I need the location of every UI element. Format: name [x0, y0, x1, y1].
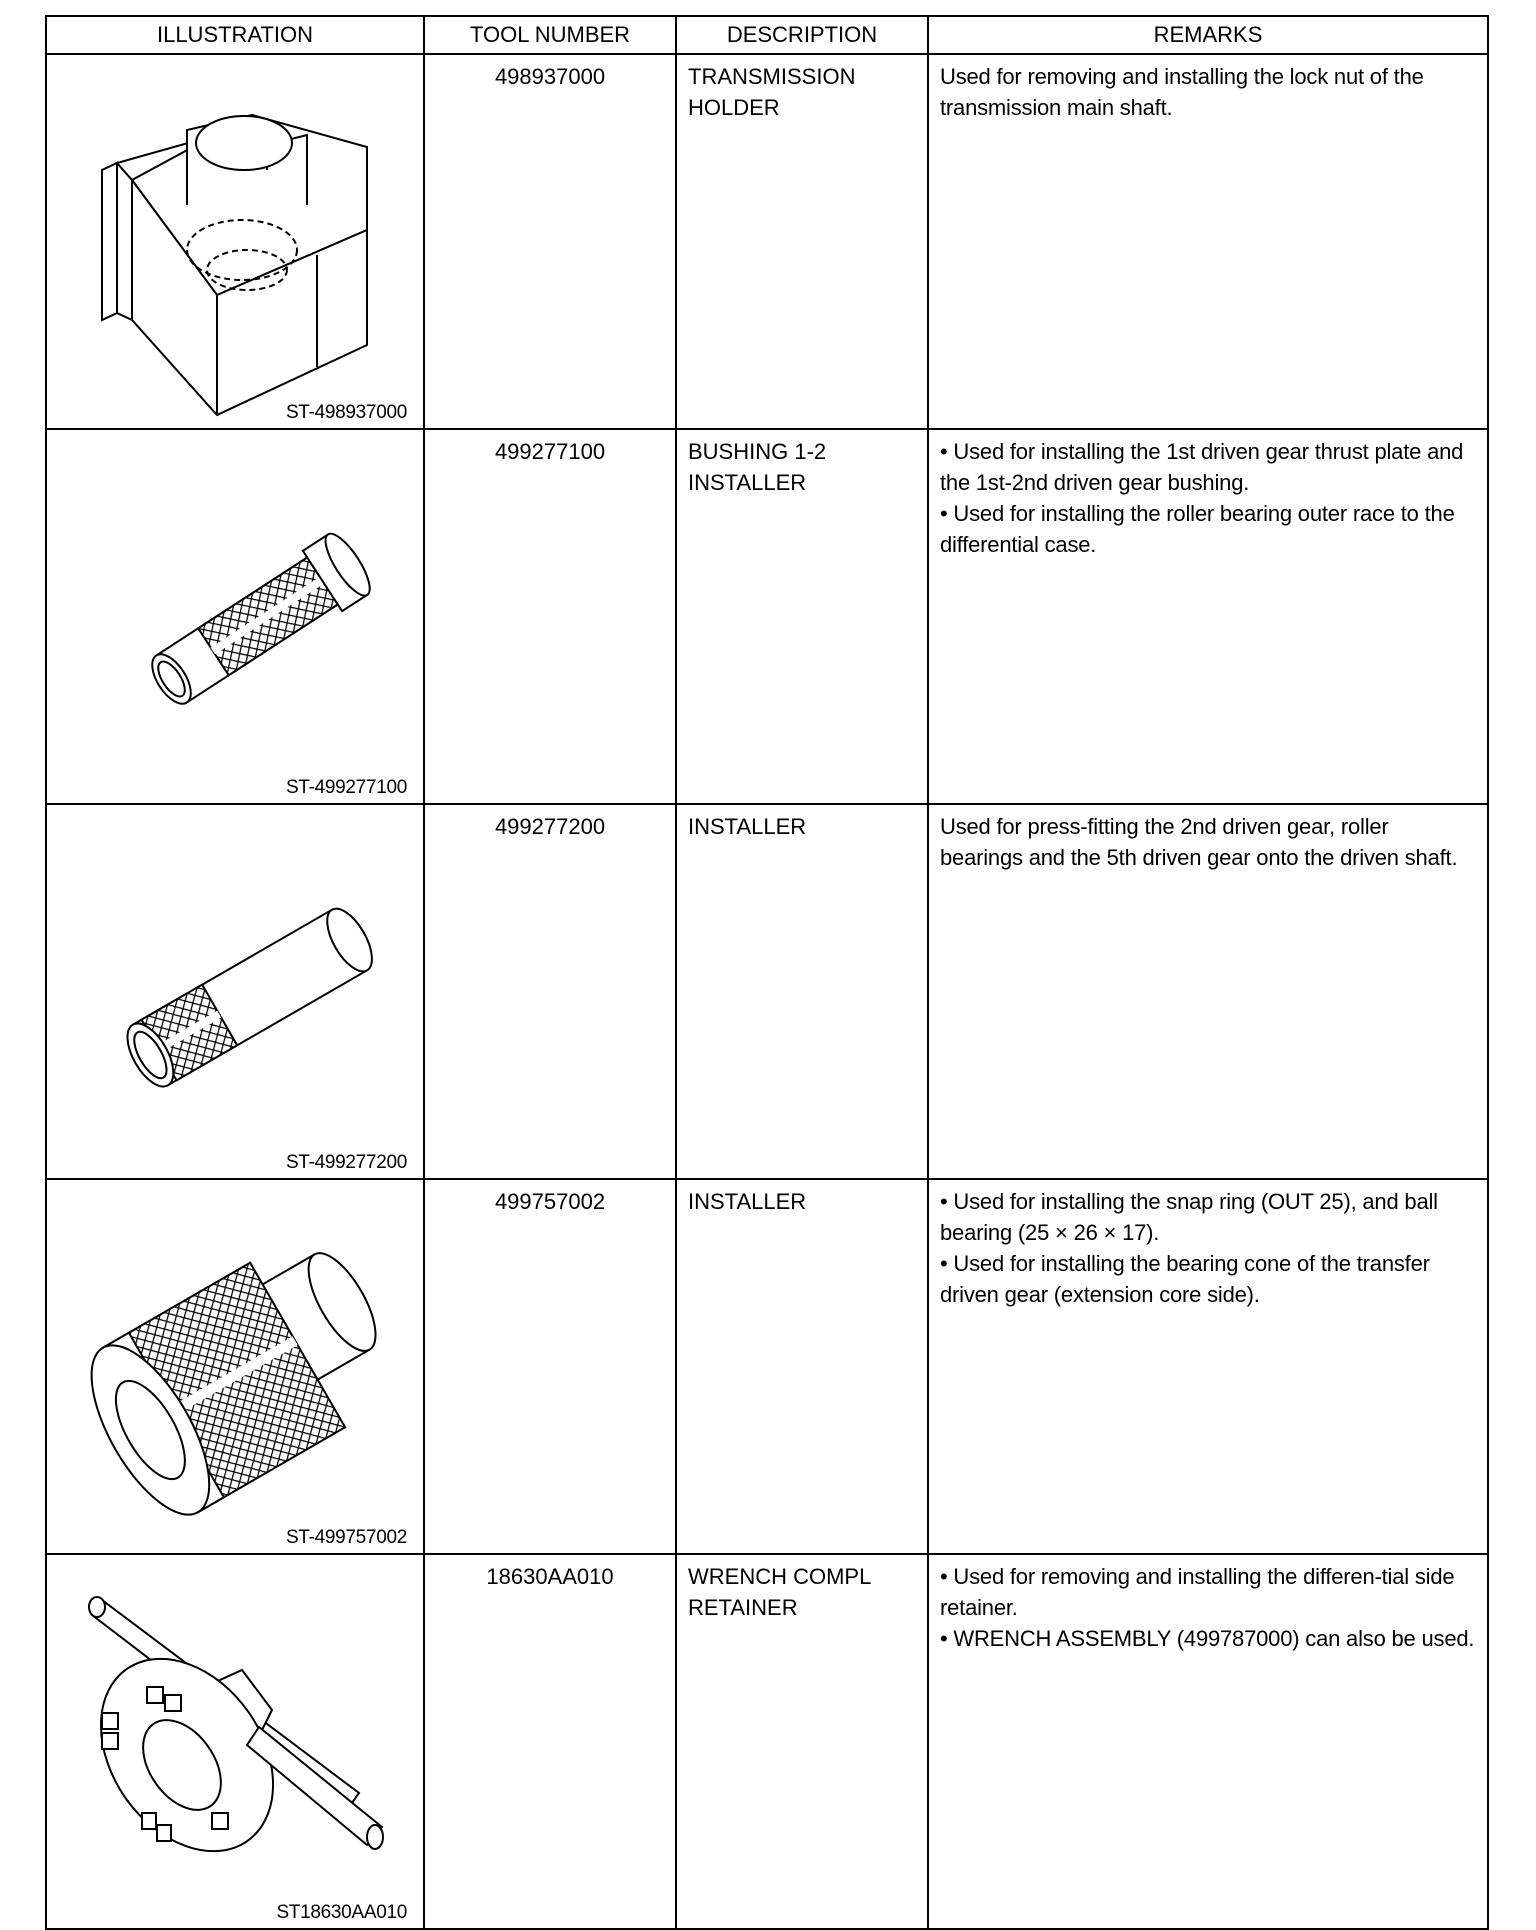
header-description: DESCRIPTION: [676, 16, 928, 54]
tool-description: TRANSMISSION HOLDER: [676, 54, 928, 429]
tool-remarks: [928, 1554, 1488, 1929]
illustration-cell: [46, 804, 424, 1179]
remark-line: • Used for installing the roller bearing outer race to the differential case.: [940, 501, 1455, 557]
header-illustration: ILLUSTRATION: [46, 16, 424, 54]
tool-remarks: [928, 54, 1488, 429]
special-tools-table: [45, 15, 1489, 1930]
tool-remarks: [928, 804, 1488, 1179]
header-remarks: REMARKS: [928, 16, 1488, 54]
tool-illustration: [47, 1555, 425, 1922]
tool-illustration: [47, 1180, 425, 1547]
tool-description: INSTALLER: [676, 1179, 928, 1554]
tool-remarks: [928, 1179, 1488, 1554]
remark-line: • Used for installing the bearing cone of the transfer driven gear (extension core side).: [940, 1251, 1430, 1307]
tool-illustration: [47, 430, 425, 797]
tool-remarks: [928, 429, 1488, 804]
illustration-code: ST-498937000: [285, 402, 407, 423]
illustration-code: ST-499277200: [285, 1152, 407, 1173]
tool-row: [46, 1179, 1488, 1554]
remark-line: Used for removing and installing the lock nut of the transmission main shaft.: [940, 64, 1424, 120]
tool-description: BUSHING 1-2 INSTALLER: [676, 429, 928, 804]
remark-line: • Used for installing the snap ring (OUT 25), and ball bearing (25 × 26 × 17).: [940, 1189, 1438, 1245]
illustration-cell: [46, 1179, 424, 1554]
tool-illustration: [47, 55, 425, 422]
tool-number: 498937000: [424, 54, 676, 429]
tool-number: 18630AA010: [424, 1554, 676, 1929]
header-tool-number: TOOL NUMBER: [424, 16, 676, 54]
illustration-code: ST-499277100: [285, 777, 407, 798]
illustration-cell: [46, 1554, 424, 1929]
tool-description: INSTALLER: [676, 804, 928, 1179]
tool-illustration: [47, 805, 425, 1172]
illustration-cell: [46, 54, 424, 429]
illustration-cell: [46, 429, 424, 804]
tool-number: 499757002: [424, 1179, 676, 1554]
tool-number: 499277100: [424, 429, 676, 804]
tool-row: [46, 804, 1488, 1179]
remark-line: Used for press-fitting the 2nd driven gear, roller bearings and the 5th driven gear onto the driven shaft.: [940, 814, 1458, 870]
tool-row: [46, 429, 1488, 804]
tool-number: 499277200: [424, 804, 676, 1179]
tool-row: [46, 1554, 1488, 1929]
tool-row: [46, 54, 1488, 429]
illustration-code: ST18630AA010: [276, 1902, 407, 1923]
tool-description: WRENCH COMPL RETAINER: [676, 1554, 928, 1929]
remark-line: • Used for removing and installing the differen-tial side retainer.: [940, 1564, 1455, 1620]
remark-line: • WRENCH ASSEMBLY (499787000) can also be used.: [940, 1626, 1475, 1651]
remark-line: • Used for installing the 1st driven gear thrust plate and the 1st-2nd driven gear bushing.: [940, 439, 1464, 495]
illustration-code: ST-499757002: [285, 1527, 407, 1548]
header-row: [46, 16, 1488, 54]
